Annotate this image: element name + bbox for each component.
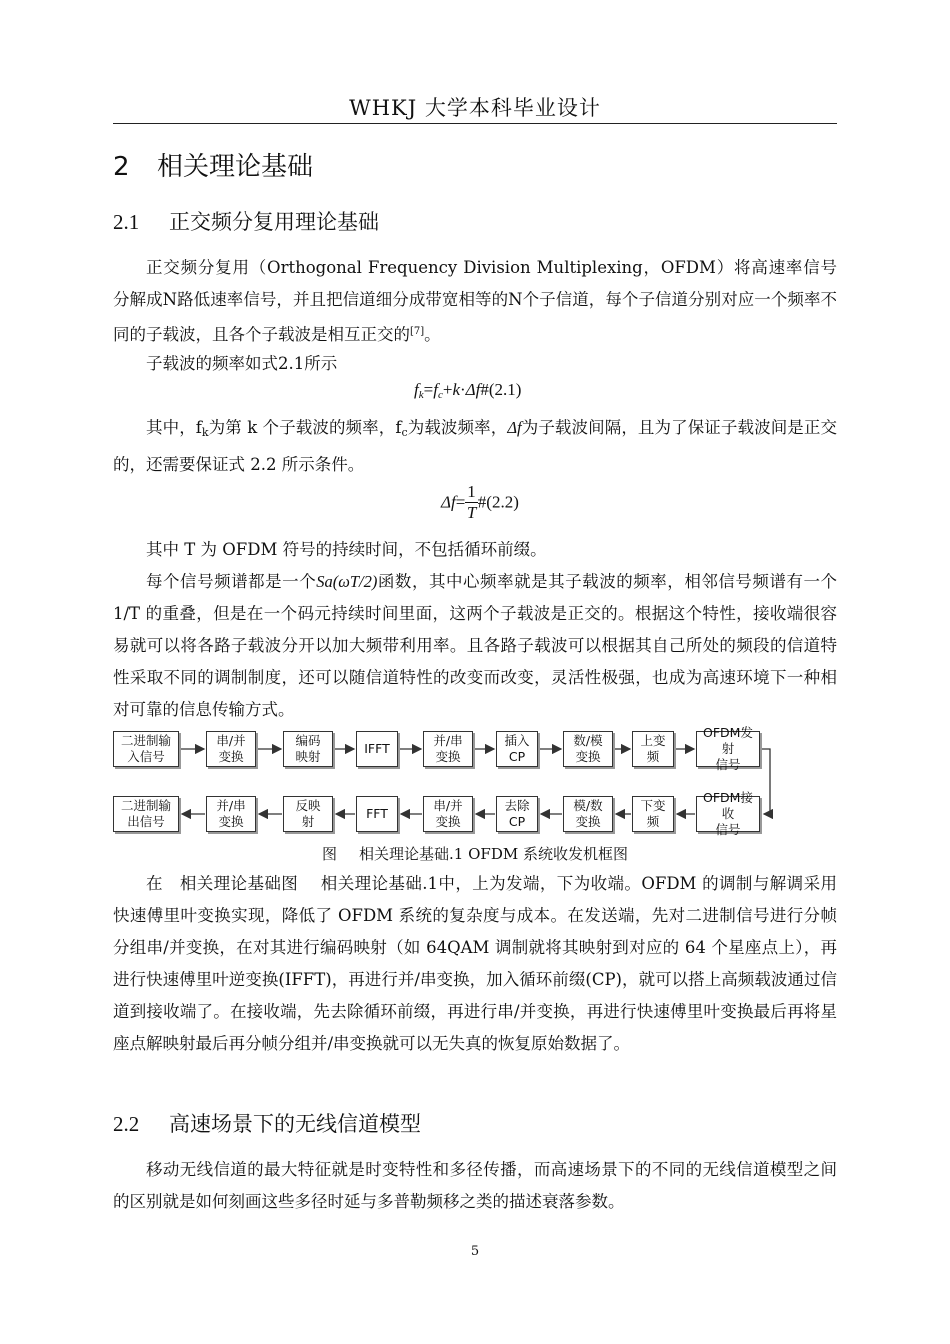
diagram-block <box>356 796 398 832</box>
ofdm-block-diagram <box>113 725 773 837</box>
section-heading-2-1 <box>113 206 379 236</box>
eq-subscript: c <box>437 389 443 401</box>
diagram-block <box>206 796 256 832</box>
diagram-block-label: 反映 射 <box>295 798 321 829</box>
diagram-block-label: OFDM接收 信号 <box>703 790 753 837</box>
diagram-block <box>206 731 256 767</box>
paragraph-text: 正交频分复用（Orthogonal Frequency Division Multiplexing，OFDM）将高速率信号分解成N路低速率信号，并且把信道细分成带宽相等的N个子信道，每个子信道分别对应一个频率不同的子载波，且各个子载波是相互正交的 <box>113 258 837 344</box>
eq-term: Δf <box>465 380 481 399</box>
diagram-block <box>423 796 473 832</box>
diagram-block <box>563 796 613 832</box>
eq-tag: #(2.1) <box>480 380 522 399</box>
diagram-block-label: 并/串 变换 <box>433 733 463 764</box>
diagram-block <box>496 796 538 832</box>
diagram-block-label: 二进制输 入信号 <box>120 733 171 764</box>
diagram-arrow <box>762 749 770 814</box>
diagram-block <box>113 731 179 767</box>
section-heading-2-2 <box>113 1108 421 1138</box>
diagram-block <box>356 731 398 767</box>
section-title: 正交频分复用理论基础 <box>169 210 379 234</box>
text: 函数，其中心频率就是其子载波的频率，相邻信号频谱有一个 1/T 的重叠，但是在一个码元持续时间里面，这两个子载波是正交的。根据这个特性，接收端很容易就可以将各路子载波分开以加大频带利用率。且各路子载波可以根据其自己所处的频段的信道特性采取不同的调制制度，还可以随信道特性的改变而改变，灵活性极强，也成为高速环境下一种相对可靠的信息传输方式。 <box>113 572 838 719</box>
header-rule <box>113 123 837 124</box>
diagram-block-label: 二进制输 出信号 <box>120 798 171 829</box>
paragraph-spectrum <box>113 566 837 726</box>
diagram-block-label: FFT <box>366 806 388 821</box>
text: 每个信号频谱都是一个 <box>146 572 317 591</box>
equation-2-2 <box>441 482 519 523</box>
diagram-block <box>283 731 333 767</box>
diagram-block <box>283 796 333 832</box>
text: 为第 k 个子载波的频率，f <box>208 418 402 437</box>
eq-denominator: T <box>466 503 477 522</box>
eq-subscript: k <box>418 389 424 401</box>
caption-prefix: 图 <box>322 845 338 863</box>
diagram-block <box>632 796 674 832</box>
diagram-block-label: 上变 频 <box>640 733 666 764</box>
paragraph-symbol-duration: 其中 T 为 OFDM 符号的持续时间，不包括循环前缀。 <box>146 540 547 559</box>
diagram-block <box>632 731 674 767</box>
diagram-block-label: 串/并 变换 <box>433 798 463 829</box>
text: 为子载波间隔，且为了保证子载波间是正交的，还需要保证式 2.2 所示条件。 <box>113 418 838 474</box>
section-number: 2.1 <box>113 210 140 234</box>
eq-tag: #(2.2) <box>477 492 519 512</box>
paragraph-ofdm-intro <box>113 252 837 351</box>
diagram-block-label: 插入 CP <box>504 733 530 764</box>
eq-term: f <box>414 380 419 399</box>
section-number: 2.2 <box>113 1112 140 1136</box>
subscript: k <box>201 426 209 439</box>
diagram-block-label: OFDM发射 信号 <box>703 725 753 772</box>
eq-term: f <box>433 380 438 399</box>
equation-2-1 <box>414 380 521 401</box>
eq-operator: · <box>459 380 466 399</box>
eq-term: k <box>452 380 460 399</box>
eq-term: Δf <box>441 492 456 512</box>
chapter-title: 相关理论基础 <box>157 152 314 182</box>
diagram-block <box>696 725 760 772</box>
page-number: 5 <box>470 1244 480 1259</box>
section-title: 高速场景下的无线信道模型 <box>169 1112 421 1136</box>
diagram-block-label: 模/数 变换 <box>573 798 603 829</box>
math-delta-f: Δf <box>507 418 522 437</box>
paragraph-wireless-channel: 移动无线信道的最大特征就是时变特性和多径传播，而高速场景下的不同的无线信道模型之间的区别就是如何刻画这些多径时延与多普勒频移之类的描述衰落参数。 <box>113 1160 837 1211</box>
diagram-block <box>423 731 473 767</box>
caption-text: 相关理论基础.1 OFDM 系统收发机框图 <box>359 845 628 863</box>
citation: [7] <box>410 326 425 337</box>
diagram-block <box>563 731 613 767</box>
diagram-block <box>696 790 760 837</box>
text: 为载波频率， <box>407 418 508 437</box>
figure-caption <box>113 843 837 864</box>
diagram-block-label: 数/模 变换 <box>573 733 603 764</box>
text: 其中，f <box>146 418 202 437</box>
page-header: WHKJ 大学本科毕业设计 <box>349 96 601 120</box>
subscript: c <box>401 426 408 439</box>
eq-numerator: 1 <box>467 482 476 501</box>
diagram-block-label: 去除 CP <box>504 798 530 829</box>
diagram-block-label: 下变 频 <box>640 798 666 829</box>
paragraph-end: 。 <box>424 325 441 344</box>
chapter-number: 2 <box>113 152 130 182</box>
diagram-block-label: 编码 映射 <box>295 733 321 764</box>
paragraph-subcarrier-freq: 子载波的频率如式2.1所示 <box>146 354 338 373</box>
eq-operator: + <box>442 380 453 399</box>
paragraph-where <box>113 412 837 481</box>
eq-operator: = <box>423 380 434 399</box>
diagram-block-label: 串/并 变换 <box>216 733 246 764</box>
paragraph-diagram-description: 在 相关理论基础图 相关理论基础.1中，上为发端，下为收端。OFDM 的调制与解调采用快速傅里叶变换实现，降低了 OFDM 系统的复杂度与成本。在发送端，先对二进制信号进行分帧分组串/并变换，在对其进行编码映射（如 64QAM 调制就将其映射到对应的 64 个星座点上），再进行快速傅里叶逆变换(IFFT)，再进行并/串变换，加入循环前缀(CP)，就可以搭上高频载波通过信道到接收端了。在接收端，先去除循环前缀，再进行串/并变换，再进行快速傅里叶变换最后再将星座点解映射最后再分帧分组并/串变换就可以无失真的恢复原始数据了。 <box>113 874 837 1053</box>
eq-operator: = <box>455 492 466 512</box>
diagram-block <box>113 796 179 832</box>
diagram-block <box>496 731 538 767</box>
diagram-block-label: IFFT <box>364 741 390 756</box>
math-sa: Sa(ωT/2) <box>316 572 378 591</box>
diagram-block-label: 并/串 变换 <box>216 798 246 829</box>
chapter-heading <box>113 146 313 183</box>
eq-fraction <box>465 482 478 523</box>
